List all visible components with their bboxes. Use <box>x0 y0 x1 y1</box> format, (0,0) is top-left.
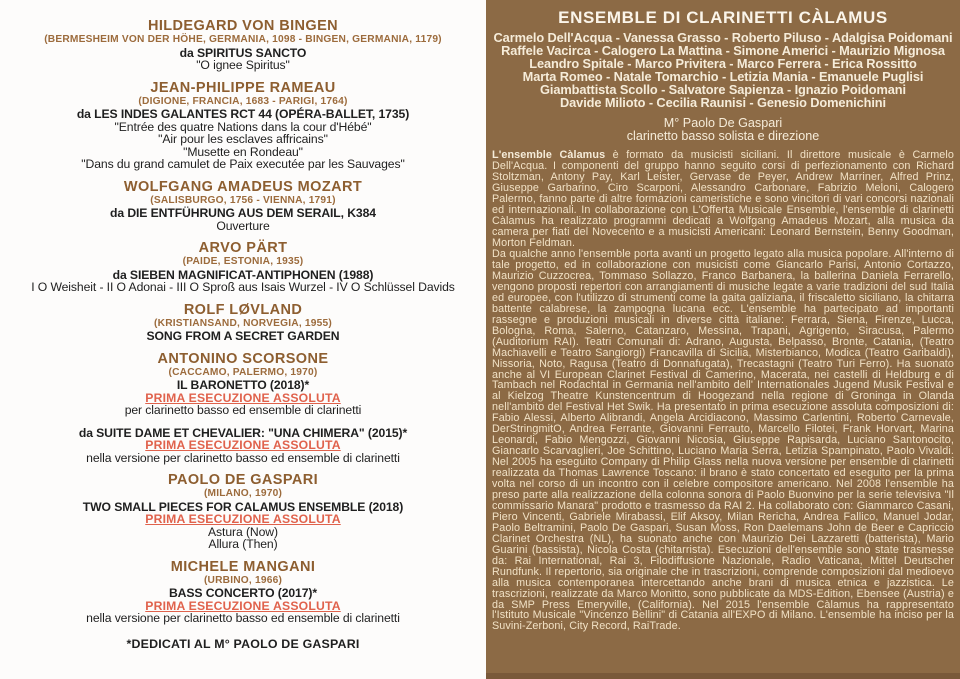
director-block <box>492 117 954 143</box>
program-section-part <box>2 241 484 294</box>
director-role: clarinetto basso solista e direzione <box>626 129 820 144</box>
composer-name: ROLF LØVLAND <box>183 301 303 318</box>
work-movement: Ouverture <box>216 218 270 233</box>
work-movement: I O Weisheit - II O Adonai - III O Sproß aus Isais Wurzel - IV O Schlüssel Davids <box>31 280 455 294</box>
program-section-degaspari <box>2 473 484 551</box>
work-movement: Astura (Now) <box>208 524 278 539</box>
member-line: Leandro Spitale - Marco Privitera - Marco Ferrera - Erica Rossitto <box>529 55 917 71</box>
member-line: Carmelo Dell'Acqua - Vanessa Grasso - Roberto Piluso - Adalgisa Poidomani <box>493 30 953 45</box>
premiere-note: PRIMA ESECUZIONE ASSOLUTA <box>145 512 341 526</box>
composer-dates: (KRISTIANSAND, NORVEGIA, 1955) <box>154 317 332 329</box>
work-title: BASS CONCERTO (2017)* <box>168 586 318 600</box>
work-title: da SIEBEN MAGNIFICAT-ANTIPHONEN (1988) <box>112 267 374 282</box>
program-section-lovland <box>2 303 484 343</box>
ensemble-title: ENSEMBLE DI CLARINETTI CÀLAMUS <box>558 8 888 27</box>
work-scoring: nella versione per clarinetto basso ed ensemble di clarinetti <box>86 611 400 625</box>
composer-name: PAOLO DE GASPARI <box>167 472 319 488</box>
member-line: Davide Milioto - Cecilia Raunisi - Genesio Domenichini <box>560 94 886 110</box>
work-movement: "Musette en Rondeau" <box>183 144 303 159</box>
members-list <box>492 32 954 109</box>
composer-dates: (URBINO, 1966) <box>203 574 283 586</box>
work-title: da SPIRITUS SANCTO <box>179 45 307 60</box>
program-section-mangani <box>2 560 484 625</box>
bio-text <box>492 150 954 632</box>
member-line: Giambattista Scollo - Salvatore Sapienza - Ignazio Poidomani <box>540 81 906 97</box>
program-section-scorsone <box>2 352 484 465</box>
program-section-rameau <box>2 81 484 171</box>
work-movement: Allura (Then) <box>208 537 278 551</box>
premiere-note: PRIMA ESECUZIONE ASSOLUTA <box>145 438 341 452</box>
composer-name: ANTONINO SCORSONE <box>157 350 329 367</box>
composer-dates: (PAIDE, ESTONIA, 1935) <box>182 256 304 267</box>
composer-name: JEAN-PHILIPPE RAMEAU <box>150 79 336 96</box>
work-title: TWO SMALL PIECES FOR CALAMUS ENSEMBLE (2018) <box>82 499 404 514</box>
dedication-footnote: *DEDICATI AL M° PAOLO DE GASPARI <box>126 636 360 651</box>
composer-dates: (CACCAMO, PALERMO, 1970) <box>168 366 318 378</box>
premiere-note: PRIMA ESECUZIONE ASSOLUTA <box>145 598 341 613</box>
bio-paragraph-2: Da qualche anno l'ensemble porta avanti un progetto legato alla musica popolare. All'interno di tale progetto, ed in collaborazione con musicisti come Giancarlo Parisi, Antonio Cortazzo, Maurizio Cuzzocrea, Tommaso Sollazzo, Franco Barbanera, la ballerina Daniela Ferrarello, vengono proposti repertori con arrangiamenti di musiche legate a varie tradizioni del sud Italia ed europee, con l'utilizzo di strumenti come la gaita galiziana, il friscaletto siciliano, la chitarra battente calabrese, la zampogna lucana ecc. L'ensemble ha partecipato ad importanti rassegne e produzioni musicali in diverse città italiane: Ferrara, Siena, Firenze, Lucca, Bologna, Roma, Salerno, Catanzaro, Messina, Trapani, Agrigento, Siracusa, Palermo (Auditorium RAI). Teatri Comunali di: Adrano, Augusta, Belpasso, Bronte, Catania, (Teatro Machiavelli e Teatro Sangiorgi) Francavilla di Sicilia, Misterbianco, Modica (Teatro Garibaldi), Nissoria, Noto, Ragusa (Teatro di Donnafugata), Trecastagni (Teatro Turi Ferro). Ha suonato anche al VI European Clarinet Festival di Camerino, Macerata, nei castelli di Heldburg e di Tambach nel Rodachtal in Germania nell'ambito dell' Internationales Jugend Musik Festival e al Kielzog Theatre Kunstencentrum di Hoogezand nella regione di Groninga in Olanda nell'ambito del Festival Het Swik. Ha presentato in prima esecuzione assoluta composizioni di: Fabio Alessi, Alberto Alibrandi, Angela Arcidiacono, Massimo Carlentini, Roberto Carnevale, DerStringmitO, Andrea Ferrante, Giovanni Ferrauto, Marcello Filotei, Frank Horvart, Marina Leonardi, Fabio Mengozzi, Giovanni Nicosia, Giuseppe Rapisarda, Luciano Santonocito, Giancarlo Scarvaglieri, Joe Schittino, Luciano Maria Serra, Letizia Spampinato, Paolo Vivaldi. Nel 2005 ha eseguito Company di Philip Glass nella nuova versione per ensemble di clarinetti realizzata da Thomas Lawrence Toscano: il brano è stato concertato ed eseguito per la prima volta nel corso di un incontro con il celebre compositore americano. Nel 2008 l'ensemble ha preso parte alla realizzazione della colonna sonora di Paolo Buonvino per la serie televisiva "Il commissario Manara" prodotto e trasmesso da RAI 2. Ha collaborato con: Giammarco Casani, Piero Vincenti, Gabriele Mirabassi, Elif Aksoy, Milan Rericha, Andrea Fallico, Manuel Jodar, Paolo Beltramini, Paolo De Gaspari, Susan Moss, Ron Daelemans John de Beer e Capriccio Clarinet Orchestra (NL), ha suonato anche con Maurizio Dei Lazzaretti (batterista), Mario Guarini (bassista), Nicola Costa (chitarrista). Esecuzioni dell'ensemble sono state trasmesse da: Rai International, Rai 3, Filodiffusione Nazionale, Radio Vaticana, Mittel Deutscher Rundfunk. Il repertorio, sia originale che in trascrizioni, comprende composizioni dal medioevo alla musica contemporanea intercettando anche brani di musica etnica e jazzistica. Le trascrizioni, realizzate da Marco Monitto, sono pubblicate da MDS-Edition, Ebensee (Austria) e da SMP Press Emeryville, (California). Nel 2015 l'ensemble Càlamus ha rappresentato l'Istituto Musicale "Vincenzo Bellini" di Catania all'EXPO di Milano. L'ensemble ha inciso per la Suvini-Zerboni, City Record, RaiTrade. <box>492 248 954 633</box>
composer-dates: (MILANO, 1970) <box>203 488 283 499</box>
work-title: da SUITE DAME ET CHEVALIER: "UNA CHIMERA" (2015)* <box>78 425 408 440</box>
work-title: da DIE ENTFÜHRUNG AUS DEM SERAIL, K384 <box>110 206 376 220</box>
work-title: SONG FROM A SECRET GARDEN <box>146 329 340 343</box>
work-scoring: per clarinetto basso ed ensemble di clarinetti <box>124 403 362 417</box>
work-movement: "Entrée des quatre Nations dans la cour d'Hébé" <box>114 119 372 134</box>
composer-name: ARVO PÄRT <box>198 240 288 256</box>
member-line: Marta Romeo - Natale Tomarchio - Letizia Mania - Emanuele Puglisi <box>522 68 924 84</box>
member-line: Raffele Vacirca - Calogero La Mattina - Simone Americi - Maurizio Mignosa <box>501 42 945 58</box>
composer-dates: (SALISBURGO, 1756 - VIENNA, 1791) <box>150 194 336 206</box>
bio-paragraph-1: L'ensemble Càlamus è formato da musicisti siciliani. Il direttore musicale è Carmelo Dell'Acqua. I componenti del gruppo hanno seguito corsi di perfezionamento con Richard Stoltzman, Antony Pay, Karl Leister, Gervase de Peyer, Andrew Marriner, Alfred Prinz, Giuseppe Garbarino, Ciro Scarponi, Alessandro Carbonare, Fabrizio Meloni, Calogero Palermo, fanno parte di altre formazioni cameristiche e sono vincitori di vari concorsi nazionali ed internazionali. In collaborazione con L'Offerta Musicale Ensemble, l'ensemble di clarinetti Càlamus ha realizzato programmi dedicati a Wolfgang Amadeus Mozart, alla musica da camera per fiati del Novecento e a musicisti Americani: Leonard Bernstein, Benny Goodman, Morton Feldman. <box>492 149 954 250</box>
composer-name: MICHELE MANGANI <box>170 558 316 575</box>
work-title: da LES INDES GALANTES RCT 44 (OPÉRA-BALLET, 1735) <box>76 107 410 121</box>
program-section-bingen <box>2 19 484 72</box>
premiere-note: PRIMA ESECUZIONE ASSOLUTA <box>145 390 341 405</box>
director-name: M° Paolo De Gaspari <box>663 116 783 131</box>
composer-name: HILDEGARD VON BINGEN <box>147 18 339 34</box>
ensemble-bio-page <box>486 0 960 679</box>
program-section-mozart <box>2 180 484 233</box>
composer-dates: (DIGIONE, FRANCIA, 1683 - PARIGI, 1764) <box>138 95 348 107</box>
work-title: IL BARONETTO (2018)* <box>176 378 310 392</box>
bio-lead: L'ensemble Càlamus <box>492 149 606 162</box>
work-movement: "O ignee Spiritus" <box>196 58 290 72</box>
work-movement: "Air pour les esclaves affricains" <box>158 132 328 146</box>
work-movement: "Dans du grand camulet de Paix executée par les Sauvages" <box>81 157 405 171</box>
composer-dates: (BERMESHEIM VON DER HÖHE, GERMANIA, 1098 - BINGEN, GERMANIA, 1179) <box>44 34 442 45</box>
work-scoring: nella versione per clarinetto basso ed ensemble di clarinetti <box>86 450 400 465</box>
composer-name: WOLFGANG AMADEUS MOZART <box>123 178 363 195</box>
